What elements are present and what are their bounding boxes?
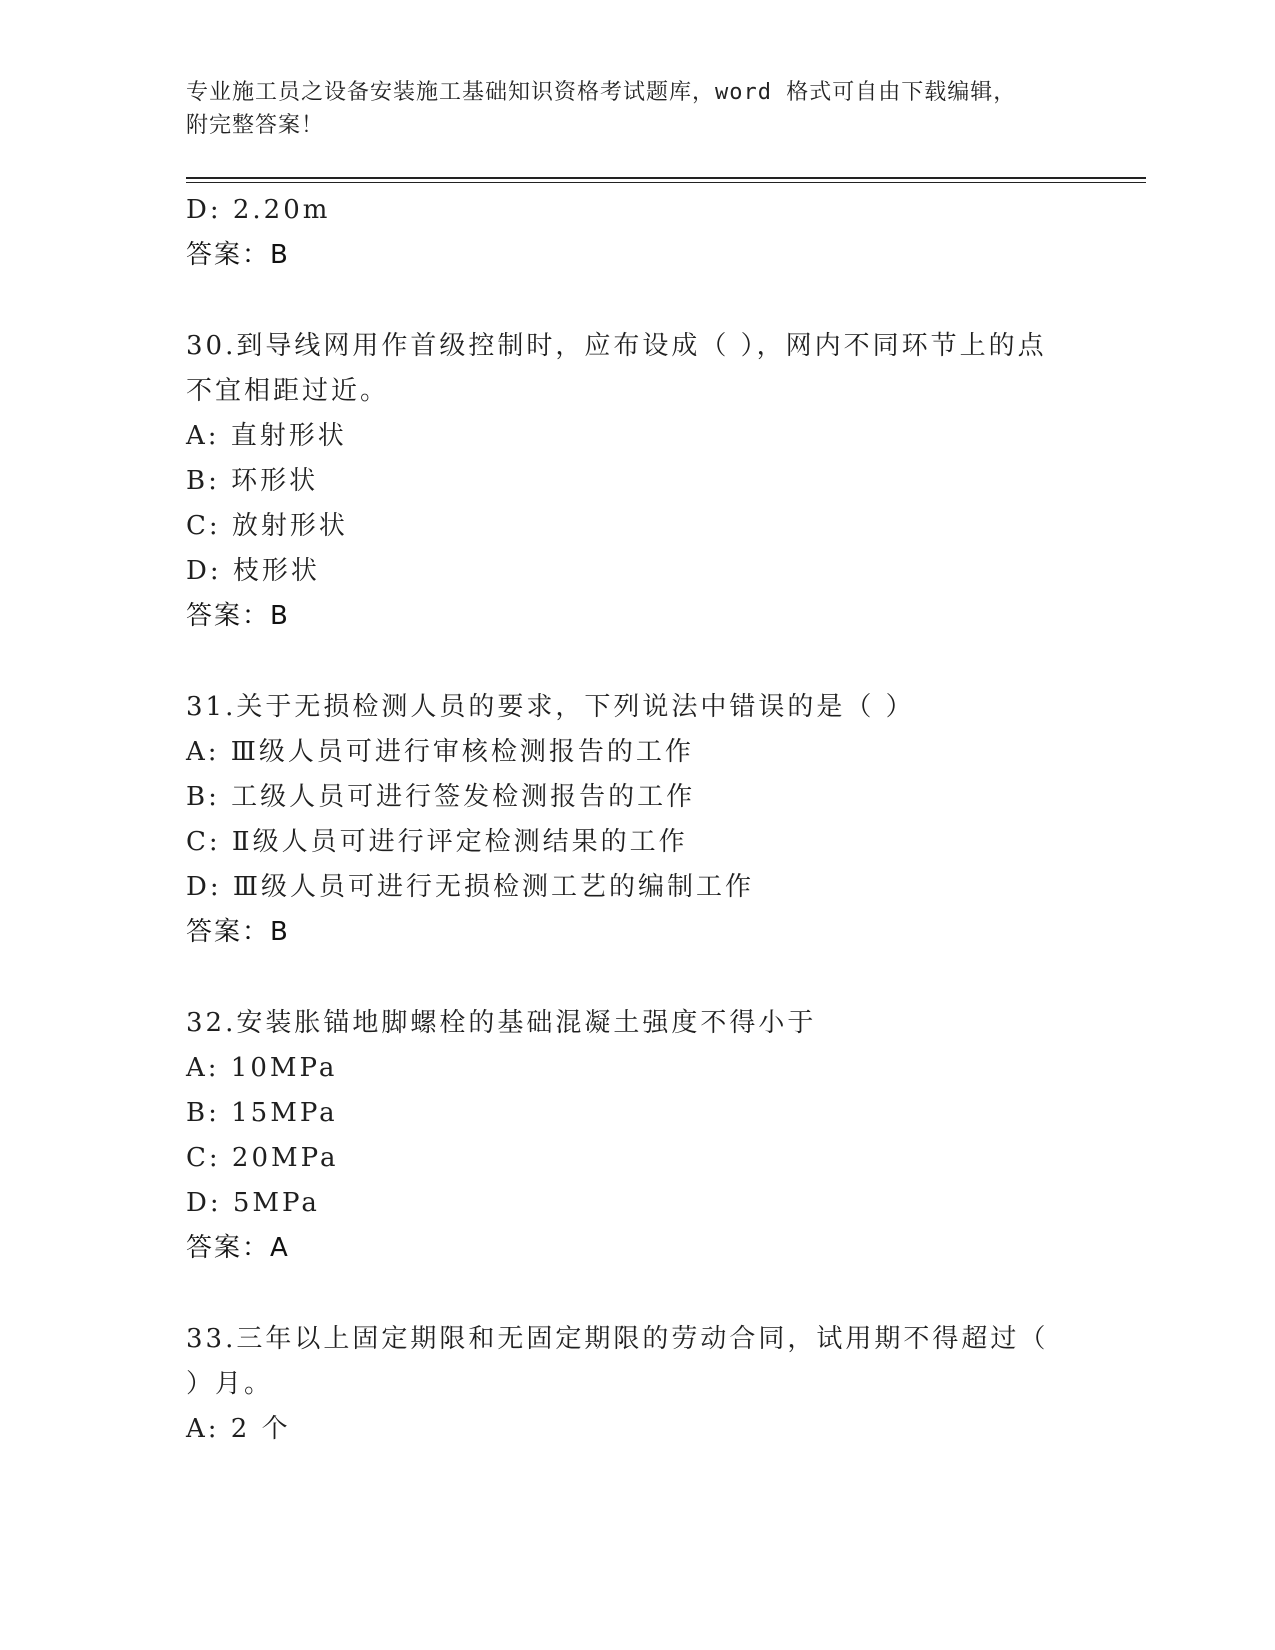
spacer <box>186 1271 1086 1317</box>
answer-label: 答案：B <box>186 917 290 947</box>
answer-label: 答案：B <box>186 601 290 631</box>
option-a: A: 10MPa <box>186 1053 338 1083</box>
option-d: D: 5MPa <box>186 1188 320 1218</box>
option-c: C: 20MPa <box>186 1143 339 1173</box>
option-a: A: 2 个 <box>186 1414 291 1444</box>
question-stem-continued: 不宜相距过近。 <box>186 376 390 406</box>
answer-label: 答案：A <box>186 1233 290 1263</box>
answer-label: 答案：B <box>186 240 290 270</box>
option-b: B: 工级人员可进行签发检测报告的工作 <box>186 782 696 812</box>
previous-question-tail <box>186 188 1086 278</box>
question-content <box>186 188 1086 1452</box>
option-b: B: 环形状 <box>186 466 319 496</box>
question-stem: 32.安装胀锚地脚螺栓的基础混凝土强度不得小于 <box>186 1008 817 1038</box>
question-32 <box>186 1001 1086 1271</box>
question-stem: 31.关于无损检测人员的要求，下列说法中错误的是（ ） <box>186 692 915 722</box>
option-c: C: 放射形状 <box>186 511 348 541</box>
question-stem-continued: ）月。 <box>186 1369 274 1399</box>
spacer <box>186 639 1086 685</box>
option-a: A: Ⅲ级人员可进行审核检测报告的工作 <box>186 737 694 767</box>
question-30 <box>186 324 1086 639</box>
option-b: B: 15MPa <box>186 1098 338 1128</box>
option-d: D: 2.20m <box>186 195 331 225</box>
option-c: C: Ⅱ级人员可进行评定检测结果的工作 <box>186 827 688 857</box>
option-a: A: 直射形状 <box>186 421 347 451</box>
document-header: 专业施工员之设备安装施工基础知识资格考试题库，word 格式可自由下载编辑， 附完整答案！ <box>186 80 1017 138</box>
spacer <box>186 278 1086 324</box>
header-rule-thick <box>186 177 1146 179</box>
option-d: D: 枝形状 <box>186 556 320 586</box>
header-rule-thin <box>186 182 1146 183</box>
question-stem: 30.到导线网用作首级控制时，应布设成（ ），网内不同环节上的点 <box>186 331 1047 361</box>
spacer <box>186 955 1086 1001</box>
question-33 <box>186 1317 1086 1452</box>
question-31 <box>186 685 1086 955</box>
question-stem: 33.三年以上固定期限和无固定期限的劳动合同，试用期不得超过（ <box>186 1324 1049 1354</box>
option-d: D: Ⅲ级人员可进行无损检测工艺的编制工作 <box>186 872 754 902</box>
